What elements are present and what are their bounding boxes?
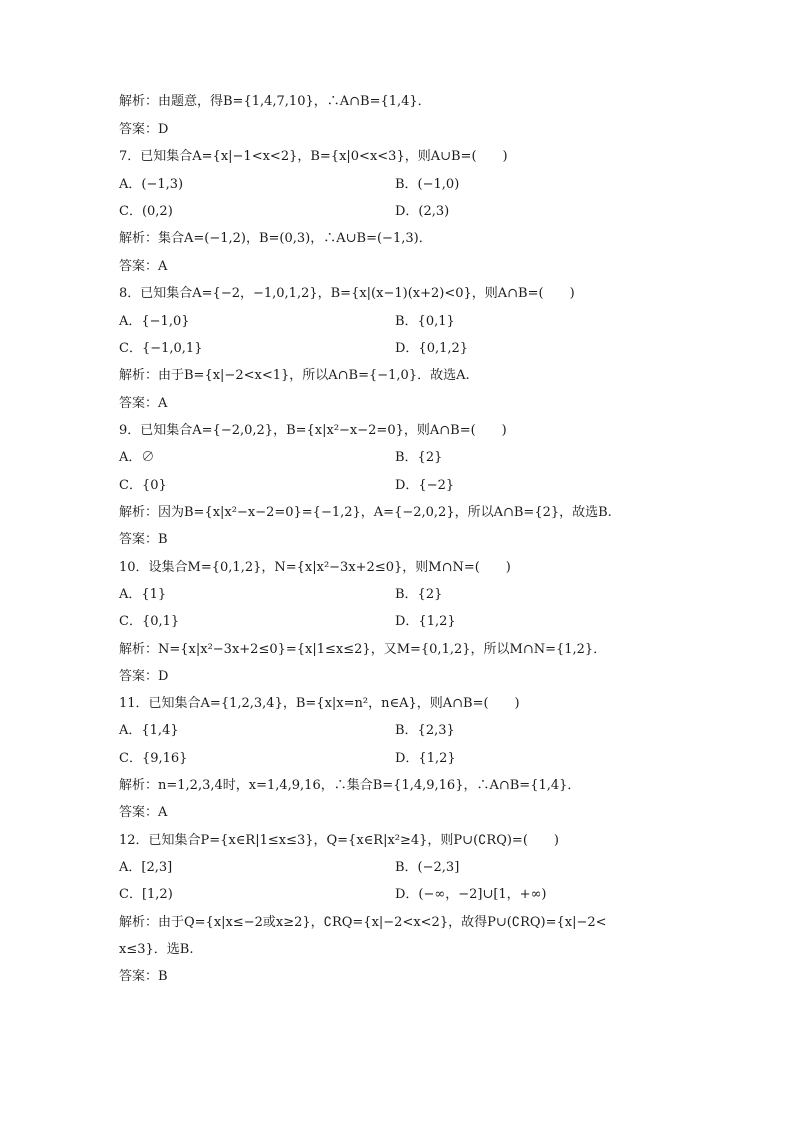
question-11: 11．已知集合A={1,2,3,4}，B={x|x=n²，n∈A}，则A∩B=( ): [119, 696, 520, 711]
option-a: A．{1,4}: [119, 723, 179, 738]
option-d: D．{1,2}: [395, 751, 456, 766]
solution-text: 解析：由于Q={x|x≤−2或x≥2}，∁RQ={x|−2<x<2}，故得P∪(∁RQ)={x|−2<: [119, 915, 607, 930]
solution-text: 解析：由于B={x|−2<x<1}，所以A∩B={−1,0}．故选A.: [119, 368, 470, 383]
option-c: C．(0,2): [119, 204, 173, 219]
solution-text: 解析：N={x|x²−3x+2≤0}={x|1≤x≤2}，又M={0,1,2}，所以M∩N={1,2}．: [119, 642, 607, 657]
option-b: B．{0,1}: [395, 314, 455, 329]
option-b: B．(−1,0): [395, 177, 460, 192]
option-c: C．{0,1}: [119, 614, 180, 629]
answer-text: 答案：A: [119, 259, 168, 274]
option-c: C．{9,16}: [119, 751, 188, 766]
option-c: C．[1,2): [119, 887, 173, 902]
option-a: A．(−1,3): [119, 177, 184, 192]
option-d: D．(−∞，−2]∪[1，+∞): [395, 887, 547, 902]
solution-text: 解析：集合A=(−1,2)，B=(0,3)，∴A∪B=(−1,3)．: [119, 231, 432, 246]
option-a: A．{−1,0}: [119, 314, 190, 329]
option-d: D．{0,1,2}: [395, 341, 469, 356]
question-10: 10．设集合M={0,1,2}，N={x|x²−3x+2≤0}，则M∩N=( ): [119, 560, 511, 575]
answer-text: 答案：A: [119, 396, 168, 411]
option-b: B．{2}: [395, 450, 443, 465]
option-c: C．{0}: [119, 478, 167, 493]
question-7: 7．已知集合A={x|−1<x<2}，B={x|0<x<3}，则A∪B=( ): [119, 149, 508, 164]
answer-text: 答案：B: [119, 532, 168, 547]
option-b: B．(−2,3]: [395, 860, 460, 875]
option-b: B．{2,3}: [395, 723, 455, 738]
solution-text: 解析：由题意，得B={1,4,7,10}，∴A∩B={1,4}．: [119, 94, 431, 109]
answer-text: 答案：B: [119, 969, 168, 984]
question-9: 9．已知集合A={−2,0,2}，B={x|x²−x−2=0}，则A∩B=( ): [119, 423, 507, 438]
solution-text: 解析：因为B={x|x²−x−2=0}={−1,2}，A={−2,0,2}，所以A∩B={2}，故选B.: [119, 505, 612, 520]
answer-text: 答案：D: [119, 122, 169, 137]
option-a: A．{1}: [119, 587, 167, 602]
question-12: 12．已知集合P={x∈R|1≤x≤3}，Q={x∈R|x²≥4}，则P∪(∁RQ)=( ): [119, 833, 559, 848]
option-d: D．{−2}: [395, 478, 455, 493]
solution-text-continued: x≤3}．选B.: [119, 942, 194, 957]
answer-text: 答案：A: [119, 805, 168, 820]
question-8: 8．已知集合A={−2，−1,0,1,2}，B={x|(x−1)(x+2)<0}，则A∩B=( ): [119, 286, 575, 301]
option-b: B．{2}: [395, 587, 443, 602]
option-a: A．∅: [119, 450, 155, 465]
option-c: C．{−1,0,1}: [119, 341, 203, 356]
solution-text: 解析：n=1,2,3,4时，x=1,4,9,16，∴集合B={1,4,9,16}，∴A∩B={1,4}．: [119, 778, 581, 793]
option-d: D．(2,3): [395, 204, 450, 219]
option-a: A．[2,3]: [119, 860, 173, 875]
answer-text: 答案：D: [119, 669, 169, 684]
option-d: D．{1,2}: [395, 614, 456, 629]
